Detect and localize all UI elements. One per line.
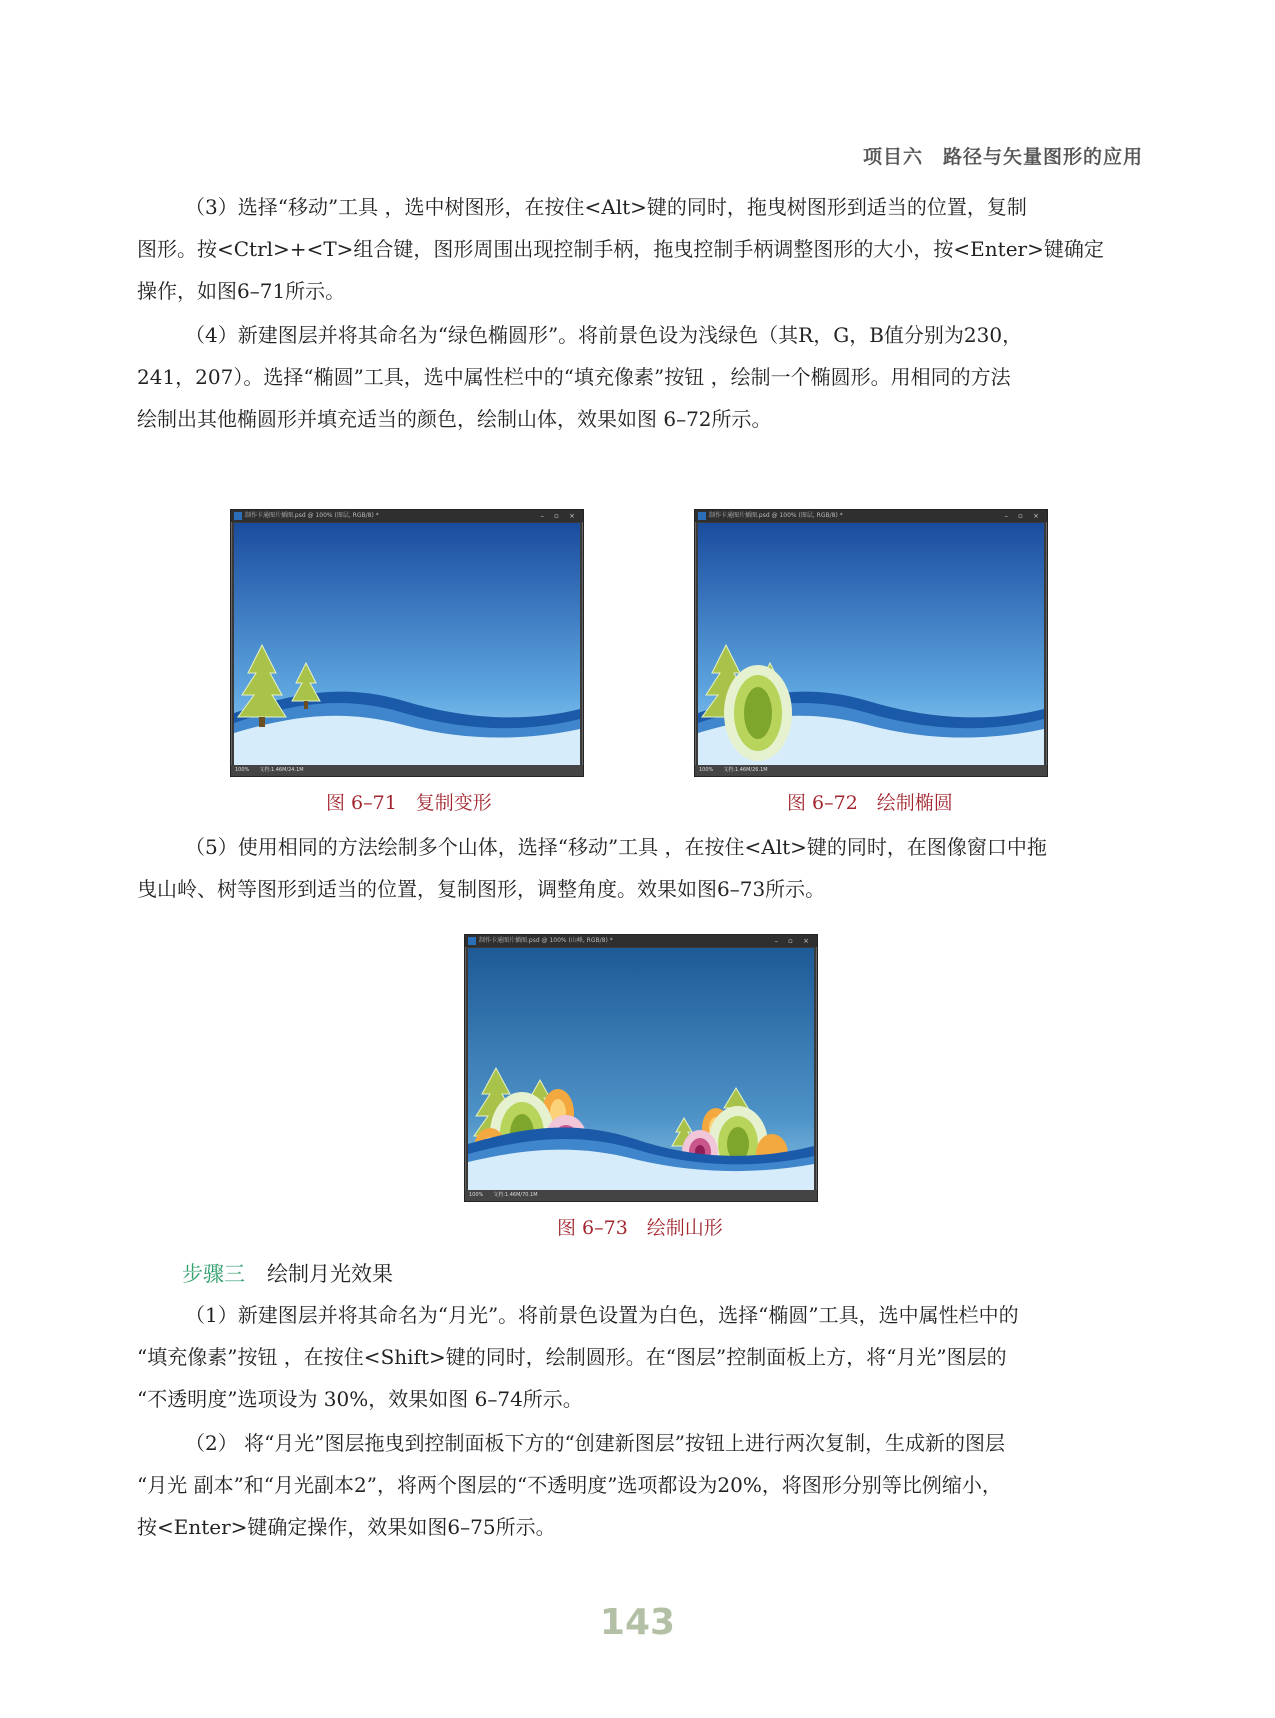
step-heading <box>182 1258 393 1288</box>
window-controls-icon: – ▫ × <box>774 937 813 945</box>
text-line: （3）选择“移动”工具 ，选中树图形，在按住<Alt>键的同时，拖曳树图形到适当的位置，复制 <box>185 195 1027 219</box>
window-controls-icon: – ▫ × <box>540 512 579 520</box>
text-line: （4）新建图层并将其命名为“绿色椭圆形”。将前景色设为浅绿色（其R，G，B值分别为230， <box>185 323 1023 347</box>
window-title: 制作卡通图片插图.psd @ 100% (山峰, RGB/8) * <box>465 935 817 947</box>
paragraph-moonlight-2 <box>137 1422 1143 1548</box>
text-line: （1）新建图层并将其命名为“月光”。将前景色设置为白色，选择“椭圆”工具，选中属性栏中的 <box>185 1303 1019 1327</box>
image-canvas <box>234 523 580 765</box>
page-number: 143 <box>599 1602 676 1643</box>
step-title: 绘制月光效果 <box>267 1262 393 1286</box>
running-header: 项目六 路径与矢量图形的应用 <box>862 146 1143 168</box>
status-bar: 100% 文档:1.46M/24.1M <box>231 765 583 776</box>
text-line: 241，207）。选择“椭圆”工具，选中属性栏中的“填充像素”按钮 ，绘制一个椭圆形。用相同的方法 <box>137 365 1011 389</box>
text-line: “填充像素”按钮 ，在按住<Shift>键的同时，绘制圆形。在“图层”控制面板上方，将“月光”图层的 <box>137 1345 1007 1369</box>
figure-6-71-caption: 图 6–71 复制变形 <box>326 792 492 814</box>
text-line: 图形。按<Ctrl>+<T>组合键，图形周围出现控制手柄，拖曳控制手柄调整图形的大小，按<Enter>键确定 <box>137 237 1104 261</box>
window-title: 制作卡通图片插图.psd @ 100% (图层, RGB/8) * <box>695 510 1047 522</box>
paragraph-step-3 <box>137 186 1143 312</box>
text-line: （2） 将“月光”图层拖曳到控制面板下方的“创建新图层”按钮上进行两次复制，生成新的图层 <box>185 1431 1005 1455</box>
figure-6-72-caption: 图 6–72 绘制椭圆 <box>787 792 953 814</box>
step-label: 步骤三 <box>182 1262 245 1286</box>
paragraph-moonlight-1 <box>137 1294 1143 1420</box>
text-line: “不透明度”选项设为 30%，效果如图 6–74所示。 <box>137 1387 583 1411</box>
text-line: 曳山岭、树等图形到适当的位置，复制图形，调整角度。效果如图6–73所示。 <box>137 877 826 901</box>
paragraph-step-4 <box>137 314 1143 440</box>
text-line: 按<Enter>键确定操作，效果如图6–75所示。 <box>137 1515 556 1539</box>
text-line: “月光 副本”和“月光副本2”，将两个图层的“不透明度”选项都设为20%，将图形分别等比例缩小， <box>137 1473 1002 1497</box>
status-bar: 100% 文档:1.46M/70.1M <box>465 1190 817 1201</box>
window-title: 制作卡通图片插图.psd @ 100% (图层, RGB/8) * <box>231 510 583 522</box>
image-canvas <box>698 523 1044 765</box>
figure-6-71-screenshot <box>230 509 584 777</box>
text-line: （5）使用相同的方法绘制多个山体，选择“移动”工具 ，在按住<Alt>键的同时，在图像窗口中拖 <box>185 835 1047 859</box>
photoshop-icon <box>468 937 476 945</box>
figure-6-73-screenshot <box>464 934 818 1202</box>
paragraph-step-5 <box>137 826 1143 910</box>
window-controls-icon: – ▫ × <box>1004 512 1043 520</box>
image-canvas <box>468 948 814 1190</box>
text-line: 操作，如图6–71所示。 <box>137 279 346 303</box>
figure-6-73-caption: 图 6–73 绘制山形 <box>557 1217 723 1239</box>
photoshop-icon <box>234 512 242 520</box>
status-bar: 100% 文档:1.46M/26.1M <box>695 765 1047 776</box>
text-line: 绘制出其他椭圆形并填充适当的颜色，绘制山体，效果如图 6–72所示。 <box>137 407 772 431</box>
figure-6-72-screenshot <box>694 509 1048 777</box>
photoshop-icon <box>698 512 706 520</box>
